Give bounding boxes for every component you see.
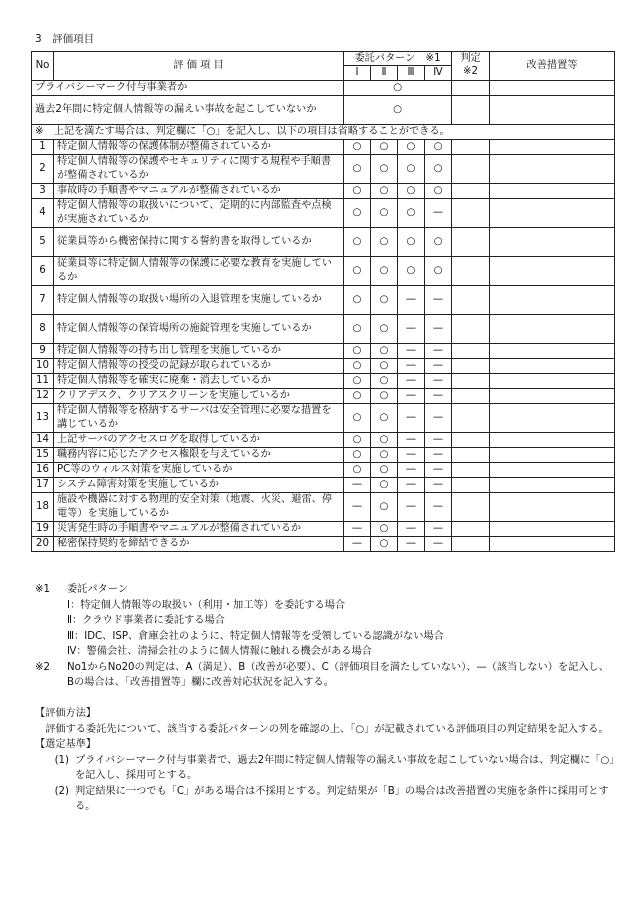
pattern-mark-3: ○ (398, 256, 425, 285)
pattern-mark-4: ○ (425, 256, 452, 285)
pattern-mark-1: ○ (344, 139, 371, 154)
pattern-mark-4: — (425, 462, 452, 477)
pattern-mark-1: ○ (344, 343, 371, 358)
pattern-mark-2: ○ (371, 373, 398, 388)
note-row (32, 124, 615, 139)
pre-row-mark: ○ (344, 80, 452, 95)
footnotes (35, 582, 615, 691)
pattern-mark-1: — (344, 536, 371, 551)
row-number: 4 (32, 198, 54, 227)
row-item-text: クリアデスク、クリアスクリーンを実施しているか (54, 388, 344, 403)
judge-cell[interactable] (452, 373, 490, 388)
pattern-mark-2: ○ (371, 358, 398, 373)
row-item-text: システム障害対策を実施しているか (54, 477, 344, 492)
pattern-mark-4: — (425, 198, 452, 227)
row-item-text: 災害発生時の手順書やマニュアルが整備されているか (54, 521, 344, 536)
row-number: 6 (32, 256, 54, 285)
improve-cell[interactable] (490, 343, 615, 358)
row-item-text: 従業員等から機密保持に関する誓約書を取得しているか (54, 227, 344, 256)
header-no: No (32, 52, 54, 81)
pattern-mark-4: ○ (425, 154, 452, 183)
pattern-mark-1: ○ (344, 227, 371, 256)
footnote-2-text: No1からNo20の判定は、A（満足）、B（改善が必要）、C（評価項目を満たしていない）、—（該当しない）を記入し、Bの場合は、「改善措置等」欄に改善対応状況を記入する。 (67, 661, 609, 688)
criteria-num: (2) (54, 785, 69, 797)
row-item-text: 特定個人情報等の保管場所の施錠管理を実施しているか (54, 314, 344, 343)
row-number: 1 (32, 139, 54, 154)
judge-cell[interactable] (452, 95, 490, 124)
pattern-mark-1: — (344, 477, 371, 492)
row-number: 16 (32, 462, 54, 477)
row-number: 3 (32, 183, 54, 198)
section-title: 3 評価項目 (35, 33, 95, 45)
pattern-mark-1: ○ (344, 388, 371, 403)
row-item-text: 施設や機器に対する物理的安全対策（地震、火災、避雷、停電等）を実施しているか (54, 492, 344, 521)
table-row (32, 492, 615, 521)
pattern-mark-1: ○ (344, 432, 371, 447)
pattern-mark-2: ○ (371, 462, 398, 477)
pattern-mark-2: ○ (371, 154, 398, 183)
improve-cell[interactable] (490, 358, 615, 373)
judge-cell[interactable] (452, 198, 490, 227)
table-row (32, 314, 615, 343)
row-number: 17 (32, 477, 54, 492)
table-row (32, 358, 615, 373)
row-item-text: 特定個人情報等の授受の記録が取られているか (54, 358, 344, 373)
pattern-mark-4: ○ (425, 227, 452, 256)
improve-cell[interactable] (490, 314, 615, 343)
table-row (32, 183, 615, 198)
footnote-1-mark: ※1 (35, 584, 51, 595)
pattern-mark-4: — (425, 388, 452, 403)
judge-cell[interactable] (452, 80, 490, 95)
improve-cell[interactable] (490, 227, 615, 256)
judge-cell[interactable] (452, 285, 490, 314)
pattern-mark-4: — (425, 285, 452, 314)
improve-cell[interactable] (490, 139, 615, 154)
table-row (32, 343, 615, 358)
pattern-mark-1: ○ (344, 462, 371, 477)
judge-cell[interactable] (452, 358, 490, 373)
improve-cell[interactable] (490, 447, 615, 462)
header-judge: 判定 ※2 (452, 52, 490, 81)
header-pattern-4: Ⅳ (425, 66, 452, 80)
pattern-mark-2: ○ (371, 447, 398, 462)
pattern-mark-2: ○ (371, 285, 398, 314)
pattern-mark-1: ○ (344, 403, 371, 432)
judge-cell[interactable] (452, 492, 490, 521)
row-number: 14 (32, 432, 54, 447)
row-item-text: 特定個人情報等の持ち出し管理を実施しているか (54, 343, 344, 358)
pattern-mark-3: ○ (398, 183, 425, 198)
pre-row-text: プライバシーマーク付与事業者か (32, 80, 344, 95)
row-item-text: 従業員等に特定個人情報等の保護に必要な教育を実施しているか (54, 256, 344, 285)
row-item-text: 事故時の手順書やマニュアルが整備されているか (54, 183, 344, 198)
table-row (32, 139, 615, 154)
pattern-mark-3: — (398, 343, 425, 358)
header-item: 評 価 項 目 (54, 52, 344, 81)
improve-cell[interactable] (490, 492, 615, 521)
pattern-mark-2: ○ (371, 477, 398, 492)
pattern-mark-4: — (425, 403, 452, 432)
row-number: 15 (32, 447, 54, 462)
judge-cell[interactable] (452, 139, 490, 154)
improve-cell[interactable] (490, 536, 615, 551)
judge-cell[interactable] (452, 536, 490, 551)
judge-cell[interactable] (452, 183, 490, 198)
improve-cell[interactable] (490, 95, 615, 124)
row-number: 8 (32, 314, 54, 343)
pattern-mark-2: ○ (371, 536, 398, 551)
pre-row-leak (32, 95, 615, 124)
pattern-mark-2: ○ (371, 183, 398, 198)
table-row (32, 447, 615, 462)
table-body (32, 80, 615, 551)
pattern-mark-3: ○ (398, 154, 425, 183)
judge-cell[interactable] (452, 343, 490, 358)
improve-cell[interactable] (490, 80, 615, 95)
pattern-mark-3: — (398, 462, 425, 477)
pattern-mark-1: ○ (344, 198, 371, 227)
pattern-mark-3: — (398, 432, 425, 447)
judge-cell[interactable] (452, 477, 490, 492)
pattern-mark-3: — (398, 521, 425, 536)
improve-cell[interactable] (490, 198, 615, 227)
pattern-mark-1: — (344, 492, 371, 521)
row-item-text: 上記サーバのアクセスログを取得しているか (54, 432, 344, 447)
criteria-num: (1) (54, 754, 69, 766)
table-row (32, 198, 615, 227)
row-item-text: 特定個人情報等の取扱い場所の入退管理を実施しているか (54, 285, 344, 314)
pattern-mark-1: ○ (344, 373, 371, 388)
header-improve: 改善措置等 (490, 52, 615, 81)
table-row (32, 388, 615, 403)
table-row (32, 154, 615, 183)
pattern-mark-4: — (425, 477, 452, 492)
judge-cell[interactable] (452, 227, 490, 256)
header-pattern-2: Ⅱ (371, 66, 398, 80)
pattern-mark-2: ○ (371, 492, 398, 521)
pattern-desc-3: Ⅲ：IDC、ISP、倉庫会社のように、特定個人情報等を受領している認識がない場合 (67, 630, 444, 642)
table-row (32, 256, 615, 285)
pattern-desc-2: Ⅱ：クラウド事業者に委託する場合 (67, 615, 225, 626)
table-row (32, 521, 615, 536)
judge-cell[interactable] (452, 521, 490, 536)
pattern-mark-1: — (344, 521, 371, 536)
criteria-text: 判定結果に一つでも「C」がある場合は不採用とする。判定結果が「B」の場合は改善措置の実施を条件に採用可とする。 (75, 785, 609, 812)
pattern-mark-2: ○ (371, 403, 398, 432)
table-row (32, 536, 615, 551)
pattern-mark-3: — (398, 492, 425, 521)
row-number: 12 (32, 388, 54, 403)
improve-cell[interactable] (490, 462, 615, 477)
table-row (32, 462, 615, 477)
judge-cell[interactable] (452, 388, 490, 403)
pattern-mark-4: — (425, 521, 452, 536)
pattern-mark-4: — (425, 536, 452, 551)
improve-cell[interactable] (490, 403, 615, 432)
row-item-text: 特定個人情報等の保護体制が整備されているか (54, 139, 344, 154)
row-item-text: 特定個人情報等の取扱いについて、定期的に内部監査や点検が実施されているか (54, 198, 344, 227)
header-pattern-3: Ⅲ (398, 66, 425, 80)
improve-cell[interactable] (490, 388, 615, 403)
table-row (32, 373, 615, 388)
pattern-mark-3: ○ (398, 198, 425, 227)
row-number: 19 (32, 521, 54, 536)
pattern-mark-1: ○ (344, 447, 371, 462)
pattern-mark-3: — (398, 373, 425, 388)
criteria-heading: 【選定基準】 (35, 739, 97, 750)
pattern-mark-3: — (398, 285, 425, 314)
pattern-mark-4: — (425, 314, 452, 343)
header-pattern: 委託パターン ※1 (344, 52, 452, 66)
pattern-desc-1: Ⅰ：特定個人情報等の取扱い（利用・加工等）を委託する場合 (67, 599, 346, 611)
pattern-mark-2: ○ (371, 227, 398, 256)
improve-cell[interactable] (490, 432, 615, 447)
pattern-mark-3: — (398, 314, 425, 343)
table-row (32, 477, 615, 492)
row-number: 20 (32, 536, 54, 551)
pattern-mark-4: ○ (425, 183, 452, 198)
method-heading: 【評価方法】 (35, 708, 97, 719)
row-item-text: PC等のウィルス対策を実施しているか (54, 462, 344, 477)
row-item-text: 職務内容に応じたアクセス権限を与えているか (54, 447, 344, 462)
pattern-mark-2: ○ (371, 256, 398, 285)
table-row (32, 432, 615, 447)
pattern-mark-1: ○ (344, 183, 371, 198)
footnote-2-mark: ※2 (35, 661, 51, 673)
pattern-mark-4: ○ (425, 139, 452, 154)
pattern-mark-3: ○ (398, 227, 425, 256)
pattern-mark-3: — (398, 477, 425, 492)
method-text: 評価する委託先について、該当する委託パターンの列を確認の上、「○」が記載されている評価項目の判定結果を記入する。 (45, 723, 609, 735)
pre-row-text: 過去2年間に特定個人情報等の漏えい事故を起こしていないか (32, 95, 344, 124)
row-number: 11 (32, 373, 54, 388)
pattern-mark-2: ○ (371, 139, 398, 154)
pattern-mark-1: ○ (344, 314, 371, 343)
row-number: 7 (32, 285, 54, 314)
note-text: ※ 上記を満たす場合は、判定欄に「○」を記入し、以下の項目は省略することができる。 (32, 124, 615, 139)
judge-cell[interactable] (452, 462, 490, 477)
pre-row-mark: ○ (344, 95, 452, 124)
improve-cell[interactable] (490, 256, 615, 285)
criteria-text: プライバシーマーク付与事業者で、過去2年間に特定個人情報等の漏えい事故を起こしていない場合は、判定欄に「○」を記入し、採用可とする。 (75, 754, 615, 781)
row-number: 5 (32, 227, 54, 256)
criteria-item (35, 784, 615, 815)
pattern-mark-2: ○ (371, 432, 398, 447)
row-number: 13 (32, 403, 54, 432)
row-item-text: 特定個人情報等の保護やセキュリティに関する規程や手順書が整備されているか (54, 154, 344, 183)
pattern-mark-3: — (398, 536, 425, 551)
evaluation-table (31, 51, 615, 552)
pattern-mark-2: ○ (371, 343, 398, 358)
pattern-mark-1: ○ (344, 358, 371, 373)
pattern-mark-3: — (398, 447, 425, 462)
pattern-mark-4: — (425, 343, 452, 358)
pattern-mark-3: ○ (398, 139, 425, 154)
improve-cell[interactable] (490, 477, 615, 492)
judge-cell[interactable] (452, 403, 490, 432)
footnote-1-title: 委託パターン (67, 584, 128, 595)
table-row (32, 403, 615, 432)
method-section (35, 706, 615, 815)
improve-cell[interactable] (490, 285, 615, 314)
row-number: 2 (32, 154, 54, 183)
pattern-mark-1: ○ (344, 256, 371, 285)
pattern-mark-4: — (425, 492, 452, 521)
row-number: 9 (32, 343, 54, 358)
header-pattern-1: Ⅰ (344, 66, 371, 80)
judge-cell[interactable] (452, 154, 490, 183)
judge-cell[interactable] (452, 432, 490, 447)
improve-cell[interactable] (490, 154, 615, 183)
row-number: 18 (32, 492, 54, 521)
row-item-text: 特定個人情報等を格納するサーバは安全管理に必要な措置を講じているか (54, 403, 344, 432)
improve-cell[interactable] (490, 521, 615, 536)
pattern-mark-3: — (398, 403, 425, 432)
row-number: 10 (32, 358, 54, 373)
pattern-mark-3: — (398, 358, 425, 373)
pattern-mark-4: — (425, 373, 452, 388)
judge-cell[interactable] (452, 314, 490, 343)
pattern-mark-1: ○ (344, 285, 371, 314)
improve-cell[interactable] (490, 183, 615, 198)
table-row (32, 285, 615, 314)
pattern-mark-3: — (398, 388, 425, 403)
pattern-desc-4: Ⅳ：警備会社、清掃会社のように個人情報に触れる機会がある場合 (67, 646, 372, 657)
pattern-mark-2: ○ (371, 388, 398, 403)
row-item-text: 秘密保持契約を締結できるか (54, 536, 344, 551)
pattern-mark-2: ○ (371, 198, 398, 227)
pattern-mark-4: — (425, 447, 452, 462)
improve-cell[interactable] (490, 373, 615, 388)
pattern-mark-4: — (425, 432, 452, 447)
row-item-text: 特定個人情報等を確実に廃棄・消去しているか (54, 373, 344, 388)
pattern-mark-4: — (425, 358, 452, 373)
table-row (32, 227, 615, 256)
pre-row-pmark (32, 80, 615, 95)
judge-cell[interactable] (452, 447, 490, 462)
judge-cell[interactable] (452, 256, 490, 285)
pattern-mark-2: ○ (371, 314, 398, 343)
pattern-mark-1: ○ (344, 154, 371, 183)
pattern-mark-2: ○ (371, 521, 398, 536)
criteria-item (35, 753, 615, 784)
